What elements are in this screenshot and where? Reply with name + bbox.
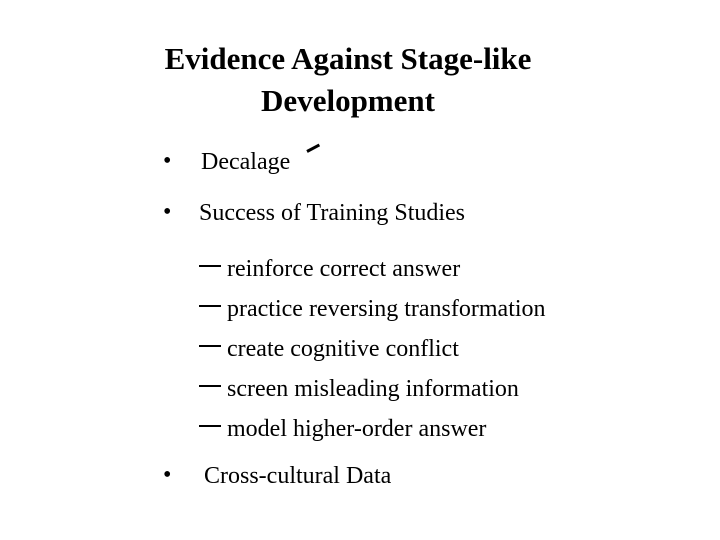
dash-icon: [199, 305, 221, 307]
list-item-text: create cognitive conflict: [227, 336, 459, 362]
dash-icon: [199, 265, 221, 267]
dash-icon: [199, 345, 221, 347]
slide-title-line-1: Evidence Against Stage-like: [164, 41, 532, 76]
accent-mark-icon: [306, 144, 320, 153]
bullet-decalage: Decalage: [201, 149, 291, 175]
list-item-text: practice reversing transformation: [227, 296, 546, 322]
list-item-text: screen misleading information: [227, 376, 519, 402]
list-item: [199, 329, 546, 369]
slide-title: [0, 38, 696, 122]
bullet-training-studies: Success of Training Studies: [199, 200, 466, 226]
list-item: [199, 249, 546, 289]
bullet-dot-icon: •: [163, 148, 172, 174]
list-item-text: reinforce correct answer: [227, 256, 461, 282]
training-methods-list: [199, 249, 546, 449]
list-item-text: model higher-order answer: [227, 416, 487, 442]
list-item: [199, 289, 546, 329]
bullet-cross-cultural: Cross-cultural Data: [204, 463, 392, 489]
list-item: [199, 409, 546, 449]
slide-title-line-2: Development: [261, 83, 435, 118]
bullet-dot-icon: •: [163, 199, 172, 225]
list-item: [199, 369, 546, 409]
dash-icon: [199, 425, 221, 427]
bullet-dot-icon: •: [163, 462, 172, 488]
dash-icon: [199, 385, 221, 387]
